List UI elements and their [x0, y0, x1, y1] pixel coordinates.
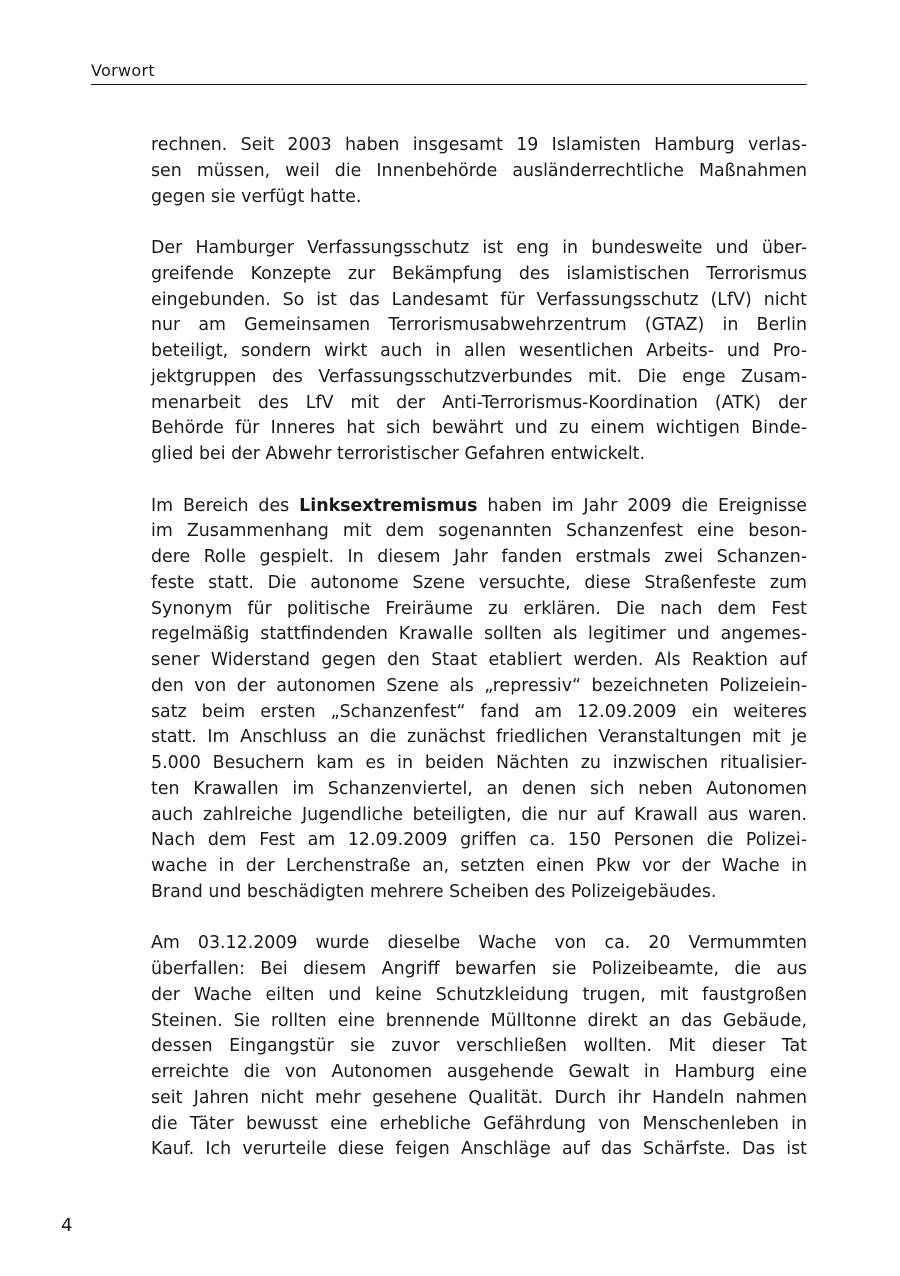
body-text	[151, 133, 807, 1163]
paragraph-4-line-9: Kauf. Ich verurteile diese feigen Anschläge auf das Schärfste. Das ist	[151, 1139, 807, 1160]
paragraph-3-line-2: im Zusammenhang mit dem sogenannten Schanzenfest eine beson-	[151, 521, 807, 542]
paragraph-1-line-2: sen müssen, weil die Innenbehörde ausländerrechtliche Maßnahmen	[151, 160, 807, 181]
paragraph-1-line-1: rechnen. Seit 2003 haben insgesamt 19 Islamisten Hamburg verlas-	[151, 135, 807, 155]
paragraph-2-line-4: nur am Gemeinsamen Terrorismusabwehrzentrum (GTAZ) in Berlin	[151, 315, 807, 336]
paragraph-3-line-3: dere Rolle gespielt. In diesem Jahr fanden erstmals zwei Schanzen-	[151, 547, 807, 567]
page-number: 4	[61, 1215, 73, 1236]
paragraph-2-line-2: greifende Konzepte zur Bekämpfung des islamistischen Terrorismus	[151, 263, 807, 284]
paragraph-4-line-3: der Wache eilten und keine Schutzkleidung trugen, mit faustgroßen	[151, 984, 807, 1005]
paragraph-3-line-7: sener Widerstand gegen den Staat etabliert werden. Als Reaktion auf	[151, 650, 807, 670]
paragraph-2-line-1: Der Hamburger Verfassungsschutz ist eng in bundesweite und über-	[151, 238, 807, 258]
paragraph-4-line-6: erreichte die von Autonomen ausgehende Gewalt in Hamburg eine	[151, 1062, 807, 1082]
paragraph-4-line-8: die Täter bewusst eine erhebliche Gefährdung von Menschenleben in	[151, 1113, 807, 1134]
paragraph-2-line-5: beteiligt, sondern wirkt auch in allen wesentlichen Arbeits- und Pro-	[151, 341, 807, 361]
paragraph-3-line-5: Synonym für politische Freiräume zu erklären. Die nach dem Fest	[151, 598, 807, 619]
paragraph-3-intro-rest: haben im Jahr 2009 die Ereignisse	[477, 495, 808, 516]
paragraph-4-line-7: seit Jahren nicht mehr gesehene Qualität. Durch ihr Handeln nahmen	[151, 1087, 807, 1108]
paragraph-gap	[151, 210, 807, 236]
paragraph-4-line-4: Steinen. Sie rollten eine brennende Mülltonne direkt an das Gebäude,	[151, 1010, 807, 1031]
paragraph-3-line-13: auch zahlreiche Jugendliche beteiligten, die nur auf Krawall aus waren.	[151, 804, 807, 825]
paragraph-4-line-5: dessen Eingangstür sie zuvor verschließen wollten. Mit dieser Tat	[151, 1036, 807, 1057]
paragraph-3-line-8: den von der autonomen Szene als „repressiv“ bezeichneten Polizeiein-	[151, 675, 807, 696]
paragraph-1-line-3: gegen sie verfügt hatte.	[151, 186, 362, 207]
paragraph-3-line-16: Brand und beschädigten mehrere Scheiben des Polizeigebäudes.	[151, 881, 717, 902]
paragraph-3-line-12: ten Krawallen im Schanzenviertel, an denen sich neben Autonomen	[151, 778, 807, 799]
paragraph-3-line-14: Nach dem Fest am 12.09.2009 griffen ca. 150 Personen die Polizei-	[151, 830, 807, 851]
paragraph-gap	[151, 468, 807, 494]
paragraph-2-line-6: jektgruppen des Verfassungsschutzverbundes mit. Die enge Zusam-	[151, 366, 807, 387]
header-rule	[91, 84, 807, 85]
paragraph-3-line-9: satz beim ersten „Schanzenfest“ fand am 12.09.2009 ein weiteres	[151, 701, 807, 722]
paragraph-2-line-3: eingebunden. So ist das Landesamt für Verfassungsschutz (LfV) nicht	[151, 289, 807, 310]
paragraph-3-intro-text: Im Bereich des	[151, 495, 300, 516]
paragraph-2-line-8: Behörde für Inneres hat sich bewährt und zu einem wichtigen Binde-	[151, 418, 807, 439]
paragraph-3-line-11: 5.000 Besuchern kam es in beiden Nächten zu inzwischen ritualisier-	[151, 753, 807, 773]
paragraph-2-line-9: glied bei der Abwehr terroristischer Gefahren entwickelt.	[151, 444, 646, 464]
paragraph-3-keyword-bold: Linksextremismus	[299, 495, 478, 516]
running-head-title: Vorwort	[91, 61, 155, 80]
paragraph-4-line-2: überfallen: Bei diesem Angriff bewarfen sie Polizeibeamte, die aus	[151, 959, 807, 979]
paragraph-3-line-6: regelmäßig stattfindenden Krawalle sollten als legitimer und angemes-	[151, 624, 807, 645]
paragraph-4-line-1: Am 03.12.2009 wurde dieselbe Wache von ca. 20 Vermummten	[151, 933, 807, 954]
paragraph-3-line-4: feste statt. Die autonome Szene versuchte, diese Straßenfeste zum	[151, 572, 807, 593]
paragraph-3-line-10: statt. Im Anschluss an die zunächst friedlichen Veranstaltungen mit je	[151, 727, 807, 748]
paragraph-3-line-1	[151, 494, 807, 520]
paragraph-gap	[151, 906, 807, 932]
paragraph-2-line-7: menarbeit des LfV mit der Anti-Terrorismus-Koordination (ATK) der	[151, 392, 807, 413]
paragraph-3-line-15: wache in der Lerchenstraße an, setzten einen Pkw vor der Wache in	[151, 856, 807, 876]
